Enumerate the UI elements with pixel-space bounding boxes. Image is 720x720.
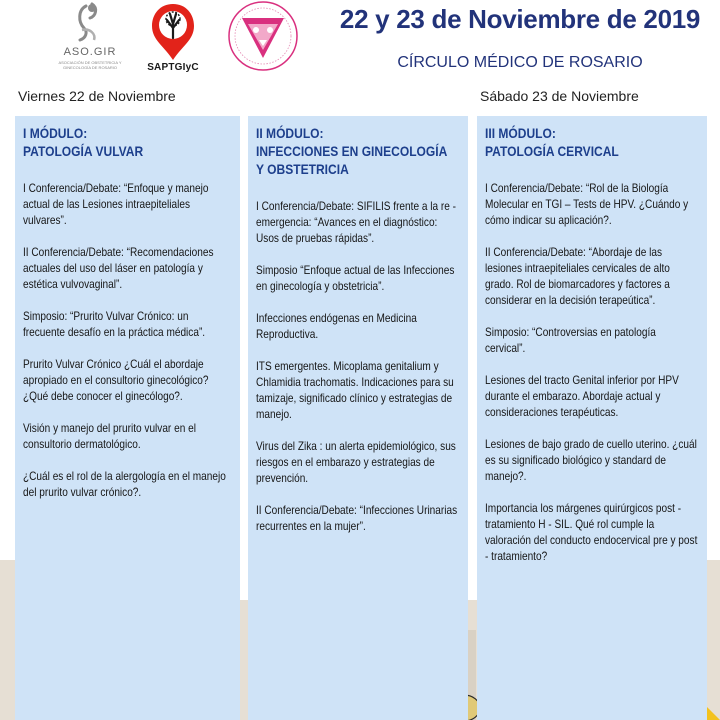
module-3-item: Importancia los márgenes quirúrgicos post - tratamiento H - SIL. Qué rol cumple la valoración del conducto endocervical pre y post - tratamiento?	[485, 501, 698, 563]
asogir-subcaption: ASOCIACIÓN DE OBSTETRICIA Y GINECOLOGÍA DE ROSARIO	[58, 60, 122, 70]
module-2-title	[256, 124, 459, 178]
module-2-item: I Conferencia/Debate: SIFILIS frente a la re - emergencia: “Avances en el diagnóstico: Usos de pruebas rápidas”.	[256, 199, 457, 245]
module-3-item: Lesiones de bajo grado de cuello uterino. ¿cuál es su significado biológico y standard de manejo?.	[485, 437, 697, 483]
module-1-title	[23, 124, 231, 160]
module-3-title-line: III MÓDULO:	[485, 125, 556, 141]
module-1-panel	[15, 116, 240, 720]
event-venue: CÍRCULO MÉDICO DE ROSARIO	[397, 54, 643, 71]
module-1-item: II Conferencia/Debate: “Recomendaciones actuales del uso del láser en patología y estética vulvovaginal”.	[23, 245, 214, 291]
event-date: 22 y 23 de Noviembre de 2019	[339, 4, 701, 34]
module-3-item: Lesiones del tracto Genital inferior por HPV durante el embarazo. Abordaje actual y consideraciones terapéuticas.	[485, 373, 679, 419]
module-3-item: II Conferencia/Debate: “Abordaje de las lesiones intraepiteliales cervicales de alto grado. Rol de biomarcadores y factores a considerar en la decisión terapeútica”.	[485, 245, 670, 307]
day-friday-label: Viernes 22 de Noviembre	[18, 88, 176, 104]
module-1-item: Prurito Vulvar Crónico ¿Cuál el abordaje apropiado en el consultorio ginecológico? ¿Qué debe conocer el ginecólogo?.	[23, 357, 209, 403]
module-1-title-line: I MÓDULO:	[23, 125, 88, 141]
module-2-item: ITS emergentes. Micoplama genitalium y Chlamidia trachomatis. Indicaciones para su tamizaje, significado clínico y estrategias de manejo.	[256, 359, 454, 421]
module-2-panel	[248, 116, 468, 720]
asogir-caption: ASO.GIR	[63, 46, 117, 58]
module-2-title-line: INFECCIONES EN GINECOLOGÍA	[256, 143, 448, 159]
module-3-item: Simposio: “Controversias en patología cervical”.	[485, 325, 656, 355]
saptgiyc-caption: SAPTGIyC	[147, 62, 199, 73]
module-1-item: ¿Cuál es el rol de la alergología en el manejo del prurito vulvar crónico?.	[23, 469, 226, 499]
module-2-item: Virus del Zika : un alerta epidemiológico, sus riesgos en el embarazo y estrategias de prevención.	[256, 439, 456, 485]
module-3-panel	[477, 116, 707, 720]
module-3-title-line: PATOLOGÍA CERVICAL	[485, 143, 619, 159]
module-1-item: Visión y manejo del prurito vulvar en el consultorio dermatológico.	[23, 421, 196, 451]
day-saturday-label: Sábado 23 de Noviembre	[480, 88, 639, 104]
module-2-title-line: Y OBSTETRICIA	[256, 161, 349, 177]
module-2-item: II Conferencia/Debate: “Infecciones Urinarias recurrentes en la mujer”.	[256, 503, 458, 533]
module-2-item: Simposio “Enfoque actual de las Infecciones en ginecología y obstetricia”.	[256, 263, 455, 293]
module-2-item: Infecciones endógenas en Medicina Reproductiva.	[256, 311, 417, 341]
module-1-item: Simposio: “Prurito Vulvar Crónico: un frecuente desafío en la práctica médica”.	[23, 309, 206, 339]
module-3-item: I Conferencia/Debate: “Rol de la Biología Molecular en TGI – Tests de HPV. ¿Cuándo y cómo indicar su aplicación?.	[485, 181, 689, 227]
module-2-title-line: II MÓDULO:	[256, 125, 324, 141]
module-1-title-line: PATOLOGÍA VULVAR	[23, 143, 144, 159]
module-1-item: I Conferencia/Debate: “Enfoque y manejo actual de las Lesiones intraepiteliales vulvares”.	[23, 181, 209, 227]
module-3-title	[485, 124, 698, 160]
